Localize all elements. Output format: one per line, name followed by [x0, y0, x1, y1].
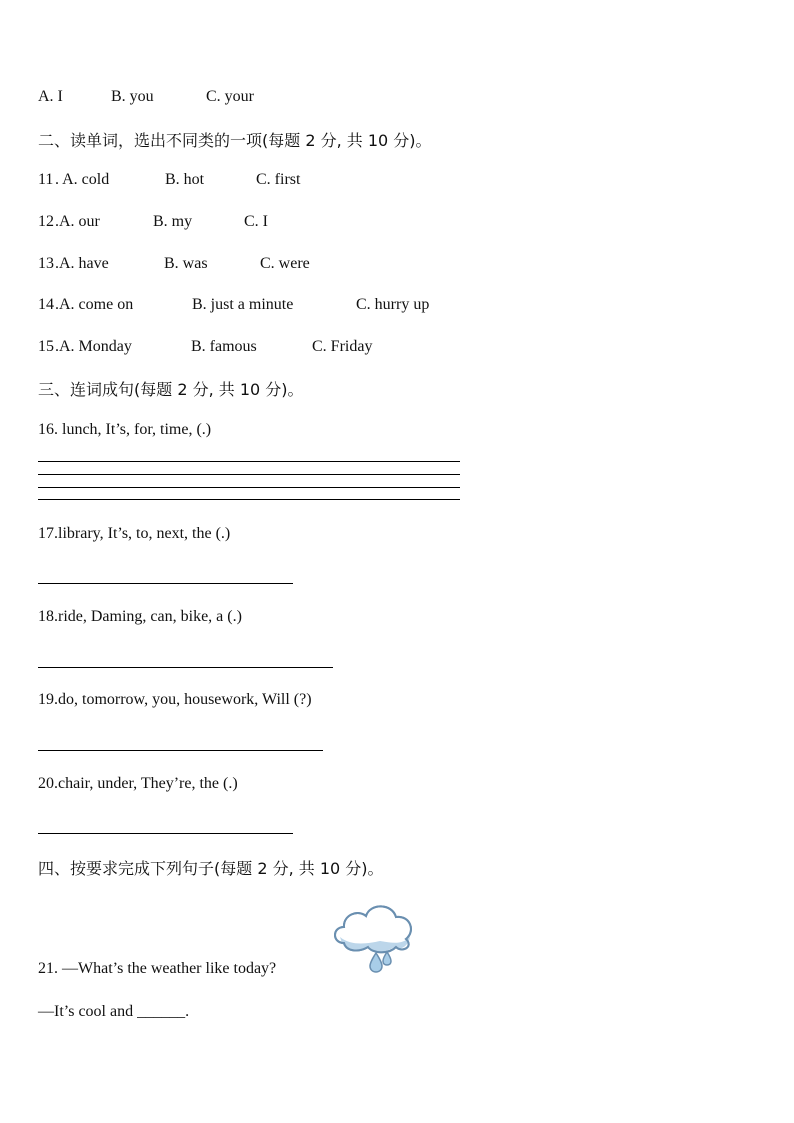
option-a: A. I — [38, 88, 63, 105]
q11-number: 11 — [38, 171, 54, 188]
q15-option-c: C. Friday — [312, 338, 373, 355]
answer-line[interactable] — [38, 833, 293, 834]
answer-line[interactable] — [38, 474, 460, 475]
rain-cloud-icon — [330, 897, 416, 979]
q13-option-c: C. were — [260, 255, 310, 272]
question-21: 21. —What’s the weather like today? — [38, 960, 277, 977]
answer-line[interactable] — [38, 461, 460, 462]
answer-line[interactable] — [38, 499, 460, 500]
question-20: 20.chair, under, They’re, the (.) — [38, 775, 238, 792]
q14-option-c: C. hurry up — [356, 296, 430, 313]
answer-line[interactable] — [38, 667, 333, 668]
q11-option-b: B. hot — [165, 171, 205, 188]
q11-option-a: . A. cold — [55, 171, 110, 188]
question-16: 16. lunch, It’s, for, time, (.) — [38, 421, 212, 438]
q12-number: 12 — [38, 213, 54, 230]
q13-option-b: B. was — [164, 255, 208, 272]
q14-option-b: B. just a minute — [192, 296, 294, 313]
answer-line[interactable] — [38, 583, 293, 584]
section-2-heading: 二、读单词，选出不同类的一项(每题 2 分, 共 10 分)。 — [38, 131, 432, 150]
q12-option-c: C. I — [244, 213, 268, 230]
answer-line[interactable] — [38, 750, 323, 751]
section-3-heading: 三、连词成句(每题 2 分, 共 10 分)。 — [38, 380, 304, 399]
question-18: 18.ride, Daming, can, bike, a (.) — [38, 608, 242, 625]
q14-number: 14 — [38, 296, 54, 313]
q11-option-c: C. first — [256, 171, 301, 188]
q13-number: 13 — [38, 255, 54, 272]
option-c: C. your — [206, 88, 254, 105]
q15-option-a: .A. Monday — [55, 338, 132, 355]
question-21-answer: —It’s cool and ______. — [38, 1003, 190, 1020]
q15-option-b: B. famous — [191, 338, 257, 355]
option-b: B. you — [111, 88, 154, 105]
q15-number: 15 — [38, 338, 54, 355]
question-17: 17.library, It’s, to, next, the (.) — [38, 525, 231, 542]
answer-line[interactable] — [38, 487, 460, 488]
q14-option-a: .A. come on — [55, 296, 134, 313]
q12-option-b: B. my — [153, 213, 193, 230]
question-19: 19.do, tomorrow, you, housework, Will (?) — [38, 691, 312, 708]
section-4-heading: 四、按要求完成下列句子(每题 2 分, 共 10 分)。 — [38, 859, 384, 878]
q13-option-a: .A. have — [55, 255, 109, 272]
q12-option-a: .A. our — [55, 213, 100, 230]
